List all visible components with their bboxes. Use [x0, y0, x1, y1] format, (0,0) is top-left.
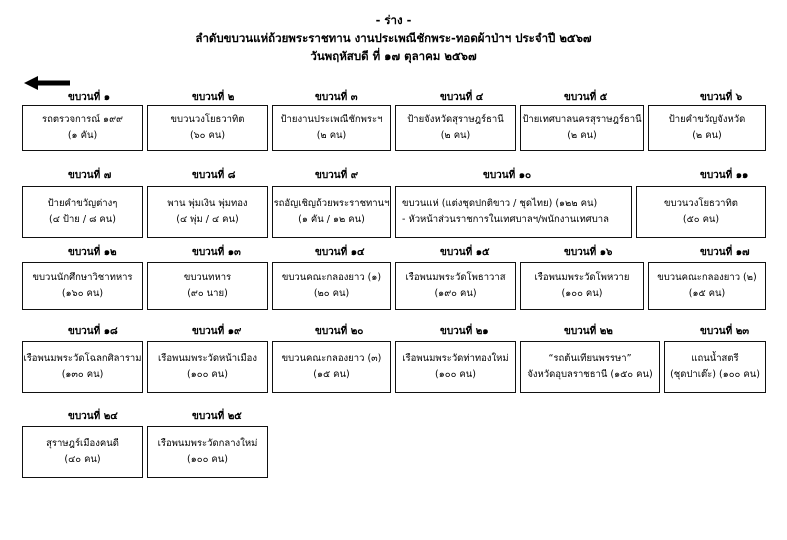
procession-5-label: ขบวนที่ ๕	[564, 92, 608, 103]
procession-6-label: ขบวนที่ ๖	[700, 92, 743, 103]
draft-label: - ร่าง -	[375, 13, 412, 27]
procession-11-label: ขบวนที่ ๑๑	[700, 170, 749, 181]
procession-25-line-1: เรือพนมพระวัดกลางใหม่	[157, 437, 258, 449]
procession-1-line-2: (๑ คัน)	[67, 130, 98, 141]
procession-24-line-2: (๔๐ คน)	[64, 454, 101, 465]
procession-14-line-2: (๒๐ คน)	[313, 288, 350, 299]
procession-23-line-2: (ชุดปาเต๊ะ) (๑๐๐ คน)	[670, 369, 760, 380]
procession-8-line-1: พาน พุ่มเงิน พุ่มทอง	[167, 197, 248, 209]
procession-24-line-1: สุราษฎร์เมืองคนดี	[46, 437, 119, 449]
procession-7-line-1: ป้ายคำขวัญต่างๆ	[47, 197, 118, 209]
procession-3-box	[272, 105, 391, 151]
procession-21-line-2: (๑๐๐ คน)	[435, 369, 476, 380]
procession-25-line-2: (๑๐๐ คน)	[187, 454, 228, 465]
procession-3-label: ขบวนที่ ๓	[315, 92, 358, 103]
procession-10-line-1: ขบวนแห่ (แต่งชุดปกติขาว / ชุดไทย) (๑๒๒ คน)	[402, 197, 598, 209]
procession-23-label: ขบวนที่ ๒๓	[700, 326, 750, 337]
procession-13-line-1: ขบวนทหาร	[183, 271, 232, 283]
procession-8-label: ขบวนที่ ๘	[192, 170, 236, 181]
procession-20-line-2: (๑๕ คน)	[313, 369, 350, 380]
procession-24-box	[22, 426, 143, 478]
procession-13-line-2: (๙๐ นาย)	[187, 288, 228, 299]
procession-6-line-2: (๒ คน)	[692, 130, 722, 141]
procession-19-box	[147, 341, 268, 393]
procession-2-line-2: (๖๐ คน)	[189, 130, 226, 141]
procession-24-label: ขบวนที่ ๒๔	[68, 411, 118, 422]
procession-18-label: ขบวนที่ ๑๘	[68, 326, 118, 337]
procession-21-box	[395, 341, 516, 393]
procession-18-box	[22, 341, 143, 393]
procession-4-line-1: ป้ายจังหวัดสุราษฎร์ธานี	[407, 113, 504, 125]
procession-3-line-2: (๒ คน)	[316, 130, 347, 141]
procession-10-label: ขบวนที่ ๑๐	[483, 170, 532, 181]
procession-20-label: ขบวนที่ ๒๐	[315, 326, 364, 337]
procession-17-line-2: (๑๕ คน)	[688, 288, 726, 299]
procession-7-line-2: (๔ ป้าย / ๘ คน)	[49, 214, 116, 225]
procession-22-label: ขบวนที่ ๒๒	[564, 326, 613, 337]
procession-2-line-1: ขบวนวงโยธวาทิต	[170, 113, 245, 125]
procession-7-label: ขบวนที่ ๗	[68, 170, 112, 181]
procession-9-line-2: (๑ คัน / ๑๒ คน)	[298, 214, 365, 225]
procession-12-label: ขบวนที่ ๑๒	[68, 247, 117, 258]
procession-23-line-1: แถนน้ำสตรี	[691, 352, 739, 364]
procession-16-line-2: (๑๐๐ คน)	[561, 288, 603, 299]
event-date: วันพฤหัสบดี ที่ ๑๗ ตุลาคม ๒๕๖๗	[310, 49, 477, 63]
procession-16-line-1: เรือพนมพระวัดโพหวาย	[534, 271, 630, 283]
procession-13-label: ขบวนที่ ๑๓	[192, 247, 241, 258]
procession-19-label: ขบวนที่ ๑๙	[192, 326, 242, 337]
procession-11-line-2: (๕๐ คน)	[682, 214, 720, 225]
procession-1-box	[22, 105, 143, 151]
procession-25-box	[147, 426, 268, 478]
procession-8-line-2: (๔ พุ่ม / ๔ คน)	[176, 214, 239, 225]
procession-1-line-1: รถตรวจการณ์ ๑๙๙	[42, 113, 123, 125]
procession-22-box	[520, 341, 660, 393]
procession-16-box	[520, 262, 644, 310]
procession-9-label: ขบวนที่ ๙	[315, 170, 359, 181]
procession-23-box	[664, 341, 766, 393]
procession-3-line-1: ป้ายงานประเพณีชักพระฯ	[280, 113, 383, 125]
procession-9-box	[272, 186, 391, 238]
left-arrow-icon	[24, 75, 70, 91]
procession-17-line-1: ขบวนคณะกลองยาว (๒)	[657, 271, 757, 283]
procession-1-label: ขบวนที่ ๑	[68, 92, 111, 103]
procession-5-box	[520, 105, 644, 151]
procession-5-line-2: (๒ คน)	[567, 130, 597, 141]
procession-10-line-2: - หัวหน้าส่วนราชการในเทศบาลฯ/พนักงานเทศบาล	[402, 214, 609, 225]
procession-14-label: ขบวนที่ ๑๔	[315, 247, 365, 258]
procession-15-box	[395, 262, 516, 310]
procession-2-box	[147, 105, 268, 151]
procession-7-box	[22, 186, 143, 238]
procession-17-label: ขบวนที่ ๑๗	[700, 247, 750, 258]
procession-21-label: ขบวนที่ ๒๑	[440, 326, 489, 337]
procession-20-box	[272, 341, 391, 393]
procession-18-line-2: (๑๓๐ คน)	[61, 369, 104, 380]
procession-19-line-1: เรือพนมพระวัดหน้าเมือง	[158, 352, 257, 364]
procession-12-line-2: (๑๖๐ คน)	[61, 288, 104, 299]
procession-11-line-1: ขบวนวงโยธวาทิต	[664, 197, 738, 209]
procession-12-line-1: ขบวนนักศึกษาวิชาทหาร	[32, 271, 133, 283]
procession-25-label: ขบวนที่ ๒๕	[192, 411, 242, 422]
procession-21-line-1: เรือพนมพระวัดท่าทองใหม่	[402, 352, 509, 364]
procession-4-box	[395, 105, 516, 151]
procession-22-line-2: จังหวัดอุบลราชธานี (๑๕๐ คน)	[527, 369, 653, 380]
procession-20-line-1: ขบวนคณะกลองยาว (๓)	[281, 352, 382, 364]
procession-15-label: ขบวนที่ ๑๕	[440, 247, 490, 258]
procession-4-line-2: (๒ คน)	[440, 130, 471, 141]
procession-11-box	[636, 186, 766, 238]
procession-10-box	[395, 186, 632, 238]
procession-18-line-1: เรือพนมพระวัดโฉลกศิลาราม	[23, 352, 142, 364]
procession-22-line-1: “รถต้นเทียนพรรษา”	[548, 352, 632, 364]
procession-5-line-1: ป้ายเทศบาลนครสุราษฎร์ธานี	[522, 113, 642, 125]
page-title: ลำดับขบวนแห่ถ้วยพระราชทาน งานประเพณีชักพระ-ทอดผ้าป่าฯ ประจำปี ๒๕๖๗	[195, 31, 592, 45]
procession-16-label: ขบวนที่ ๑๖	[564, 247, 613, 258]
procession-6-line-1: ป้ายคำขวัญจังหวัด	[668, 113, 746, 125]
procession-12-box	[22, 262, 143, 310]
procession-8-box	[147, 186, 268, 238]
procession-6-box	[648, 105, 766, 151]
procession-19-line-2: (๑๐๐ คน)	[187, 369, 228, 380]
procession-9-line-1: รถอัญเชิญถ้วยพระราชทานฯ	[273, 197, 390, 209]
procession-13-box	[147, 262, 268, 310]
procession-17-box	[648, 262, 766, 310]
procession-4-label: ขบวนที่ ๔	[440, 92, 484, 103]
procession-14-line-1: ขบวนคณะกลองยาว (๑)	[281, 271, 382, 283]
procession-2-label: ขบวนที่ ๒	[192, 92, 235, 103]
procession-15-line-1: เรือพนมพระวัดโพธาวาส	[405, 271, 506, 283]
procession-14-box	[272, 262, 391, 310]
procession-15-line-2: (๑๙๐ คน)	[434, 288, 477, 299]
